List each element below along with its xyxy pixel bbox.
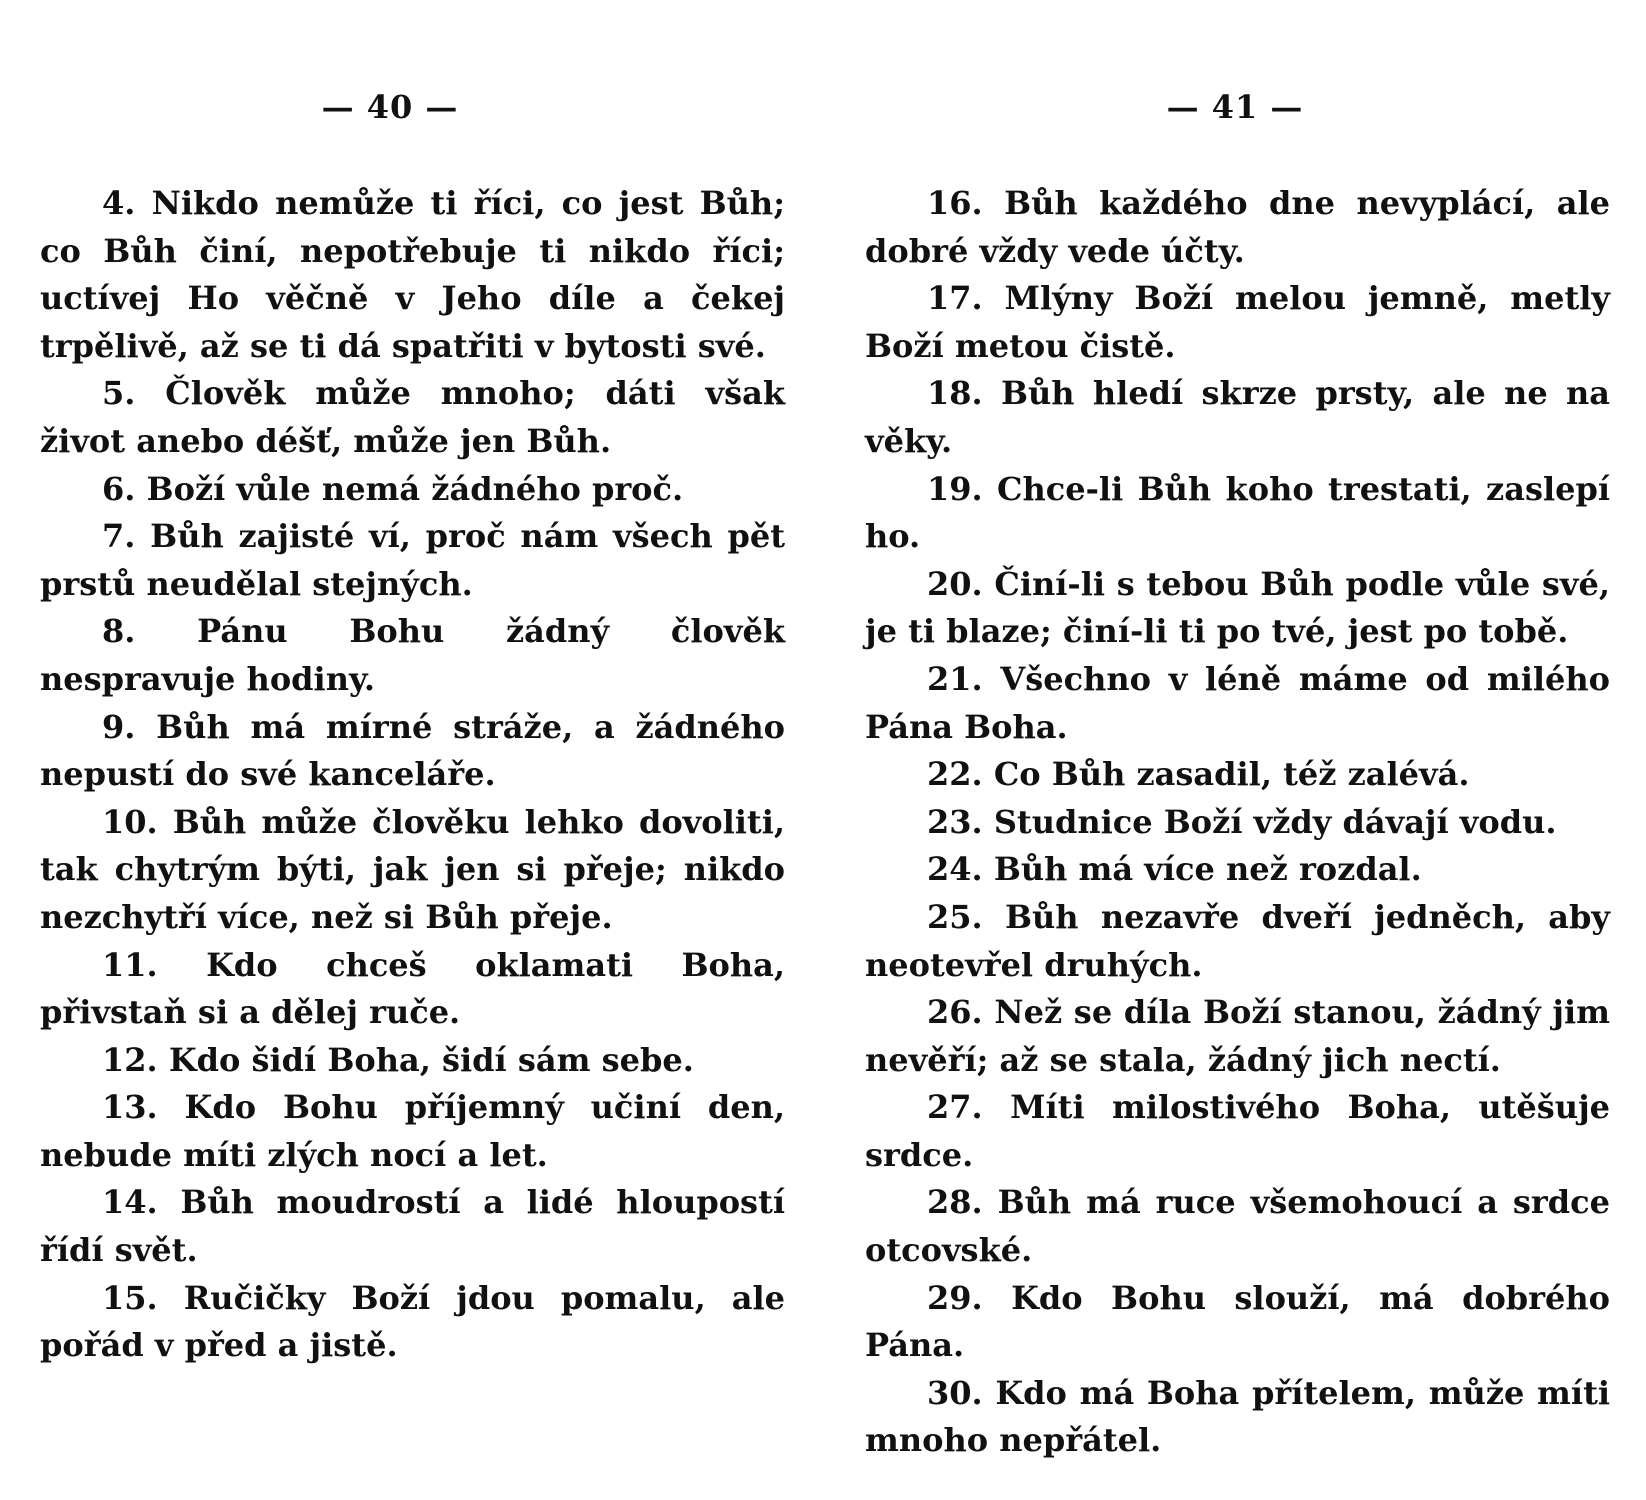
page-number: — 40 — <box>321 88 459 126</box>
proverb-list <box>865 180 1610 1465</box>
proverb: 19. Chce-li Bůh koho trestati, zaslepí ho. <box>865 469 1610 556</box>
proverb: 13. Kdo Bohu příjemný učiní den, nebude míti zlých nocí a let. <box>40 1088 785 1174</box>
proverb: 30. Kdo má Boha přítelem, může míti mnoho nepřátel. <box>865 1373 1610 1460</box>
proverb: 25. Bůh nezavře dveří jedněch, aby neotevřel druhých. <box>865 897 1610 984</box>
proverb: 29. Kdo Bohu slouží, má dobrého Pána. <box>865 1278 1610 1365</box>
proverb: 20. Činí-li s tebou Bůh podle vůle své, je ti blaze; činí-li ti po tvé, jest po tobě. <box>865 564 1610 651</box>
proverb: 4. Nikdo nemůže ti říci, co jest Bůh; co Bůh činí, nepotřebuje ti nikdo říci; uctívej Ho věčně v Jeho díle a čekej trpělivě, až se ti dá spatřiti v bytosti své. <box>40 184 785 365</box>
proverb: 28. Bůh má ruce všemohoucí a srdce otcovské. <box>865 1183 1610 1270</box>
page-number: — 41 — <box>1166 88 1304 126</box>
proverb: 27. Míti milostivého Boha, utěšuje srdce. <box>865 1088 1610 1174</box>
proverb: 22. Co Bůh zasadil, též zalévá. <box>927 755 1470 794</box>
proverb: 6. Boží vůle nemá žádného proč. <box>102 469 684 508</box>
proverb: 24. Bůh má více než rozdal. <box>927 850 1422 889</box>
proverb: 12. Kdo šidí Boha, šidí sám sebe. <box>102 1040 694 1079</box>
proverb: 23. Studnice Boží vždy dávají vodu. <box>927 802 1557 841</box>
proverb: 26. Než se díla Boží stanou, žádný jim nevěří; až se stala, žádný jich nectí. <box>865 993 1610 1079</box>
proverb: 14. Bůh moudrostí a lidé hloupostí řídí svět. <box>40 1183 785 1270</box>
proverb-list <box>40 180 785 1370</box>
proverb: 21. Všechno v léně máme od milého Pána Boha. <box>865 659 1610 746</box>
proverb: 5. Člověk může mnoho; dáti však život anebo déšť, může jen Bůh. <box>40 374 785 460</box>
proverb: 7. Bůh zajisté ví, proč nám všech pět prstů neudělal stejných. <box>40 517 785 603</box>
proverb: 9. Bůh má mírné stráže, a žádného nepustí do své kanceláře. <box>40 707 785 794</box>
proverb: 16. Bůh každého dne nevyplácí, ale dobré vždy vede účty. <box>865 184 1610 270</box>
proverb: 11. Kdo chceš oklamati Boha, přivstaň si a dělej ruče. <box>40 945 785 1032</box>
proverb: 8. Pánu Bohu žádný člověk nespravuje hodiny. <box>40 612 785 698</box>
proverb: 15. Ručičky Boží jdou pomalu, ale pořád v před a jistě. <box>40 1278 785 1365</box>
proverb: 17. Mlýny Boží melou jemně, metly Boží metou čistě. <box>865 279 1610 365</box>
proverb: 10. Bůh může člověku lehko dovoliti, tak chytrým býti, jak jen si přeje; nikdo nezchytří více, než si Bůh přeje. <box>40 802 785 936</box>
proverb: 18. Bůh hledí skrze prsty, ale ne na věky. <box>865 374 1610 460</box>
